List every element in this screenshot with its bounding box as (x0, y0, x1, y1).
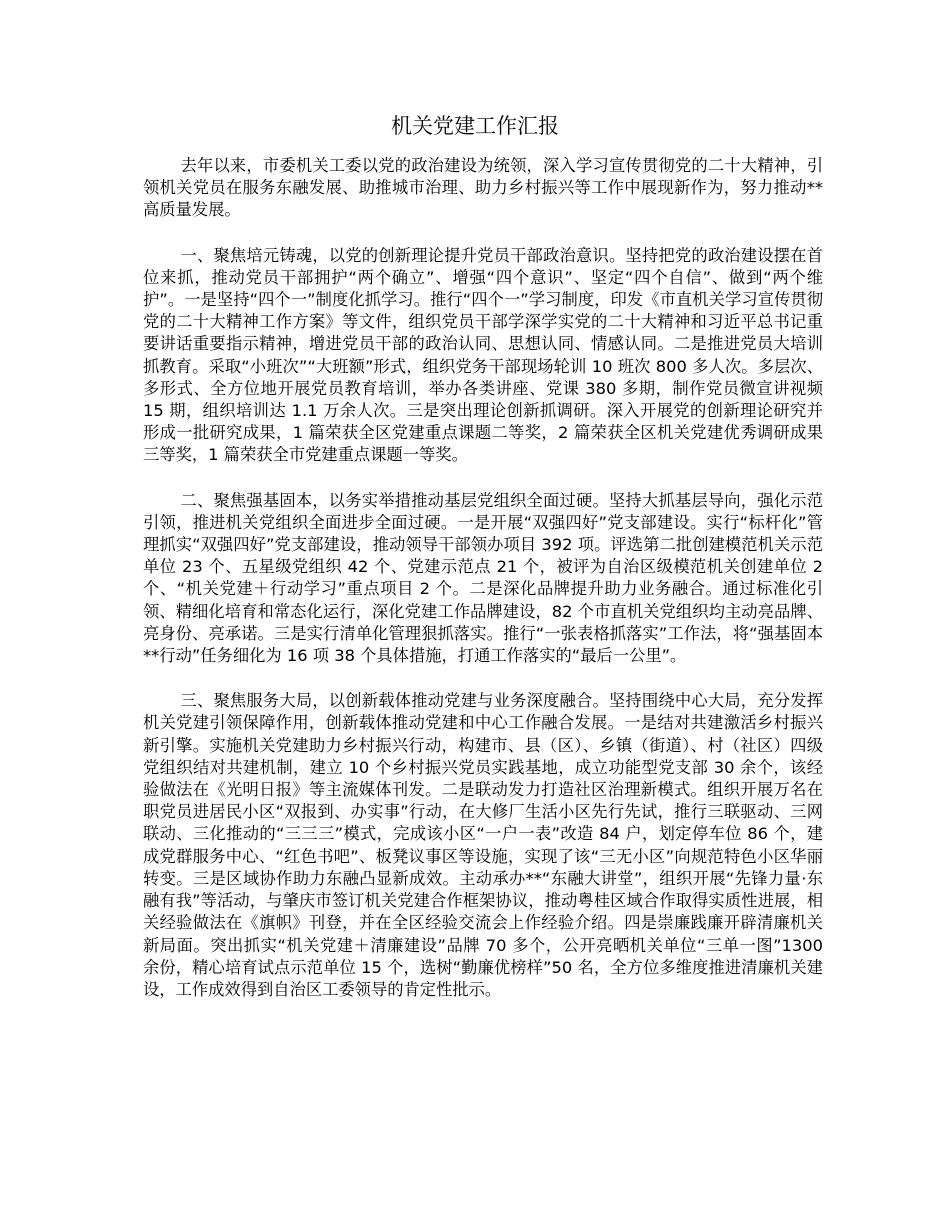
document-body (143, 155, 823, 1001)
section-one-paragraph: 一、聚焦培元铸魂，以党的创新理论提升党员干部政治意识。坚持把党的政治建设摆在首位来抓，推动党员干部拥护“两个确立”、增强“四个意识”、坚定“四个自信”、做到“两个维护”。一是坚持“四个一”制度化抓学习。推行“四个一”学习制度，印发《市直机关学习宣传贯彻党的二十大精神工作方案》等文件，组织党员干部学深学实党的二十大精神和习近平总书记重要讲话重要指示精神，增进党员干部的政治认同、思想认同、情感认同。二是推进党员大培训抓教育。采取“小班次”“大班额”形式，组织党务干部现场轮训 10 班次 800 多人次。多层次、多形式、全方位地开展党员教育培训，举办各类讲座、党课 380 多期，制作党员微宣讲视频 15 期，组织培训达 1.1 万余人次。三是突出理论创新抓调研。深入开展党的创新理论研究并形成一批研究成果，1 篇荣获全区党建重点课题二等奖，2 篇荣获全区机关党建优秀调研成果三等奖，1 篇荣获全市党建重点课题一等奖。 (143, 245, 823, 465)
section-three-paragraph: 三、聚焦服务大局，以创新载体推动党建与业务深度融合。坚持围绕中心大局，充分发挥机关党建引领保障作用，创新载体推动党建和中心工作融合发展。一是结对共建激活乡村振兴新引擎。实施机关党建助力乡村振兴行动，构建市、县（区）、乡镇（街道）、村（社区）四级党组织结对共建机制，建立 10 个乡村振兴党员实践基地，成立功能型党支部 30 余个，该经验做法在《光明日报》等主流媒体刊发。二是联动发力打造社区治理新模式。组织开展万名在职党员进居民小区“双报到、办实事”行动，在大修厂生活小区先行先试，推行三联驱动、三网联动、三化推动的“三三三”模式，完成该小区“一户一表”改造 84 户，划定停车位 86 个，建成党群服务中心、“红色书吧”、板凳议事区等设施，实现了该“三无小区”向规范特色小区华丽转变。三是区域协作助力东融凸显新成效。主动承办**“东融大讲堂”，组织开展“先锋力量·东融有我”等活动，与肇庆市签订机关党建合作框架协议，推动粤桂区域合作取得实质性进展，相关经验做法在《旗帜》刊登，并在全区经验交流会上作经验介绍。四是崇廉践廉开辟清廉机关新局面。突出抓实“机关党建＋清廉建设”品牌 70 多个，公开亮晒机关单位“三单一图”1300 余份，精心培育试点示范单位 15 个，选树“勤廉优榜样”50 名，全方位多维度推进清廉机关建设，工作成效得到自治区工委领导的肯定性批示。 (143, 691, 823, 999)
intro-paragraph: 去年以来，市委机关工委以党的政治建设为统领，深入学习宣传贯彻党的二十大精神，引领机关党员在服务东融发展、助推城市治理、助力乡村振兴等工作中展现新作为，努力推动**高质量发展。 (143, 156, 823, 220)
section-two-paragraph: 二、聚焦强基固本，以务实举措推动基层党组织全面过硬。坚持大抓基层导向，强化示范引领，推进机关党组织全面进步全面过硬。一是开展“双强四好”党支部建设。实行“标杆化”管理抓实“双强四好”党支部建设，推动领导干部领办项目 392 项。评选第二批创建模范机关示范单位 23 个、五星级党组织 42 个、党建示范点 21 个，被评为自治区级模范机关创建单位 2 个、“机关党建＋行动学习”重点项目 2 个。二是深化品牌提升助力业务融合。通过标准化引领、精细化培育和常态化运行，深化党建工作品牌建设，82 个市直机关党组织均主动亮品牌、亮身份、亮承诺。三是实行清单化管理狠抓落实。推行“一张表格抓落实”工作法，将“强基固本**行动”任务细化为 16 项 38 个具体措施，打通工作落实的“最后一公里”。 (143, 490, 823, 666)
document-title: 机关党建工作汇报 (391, 114, 559, 138)
